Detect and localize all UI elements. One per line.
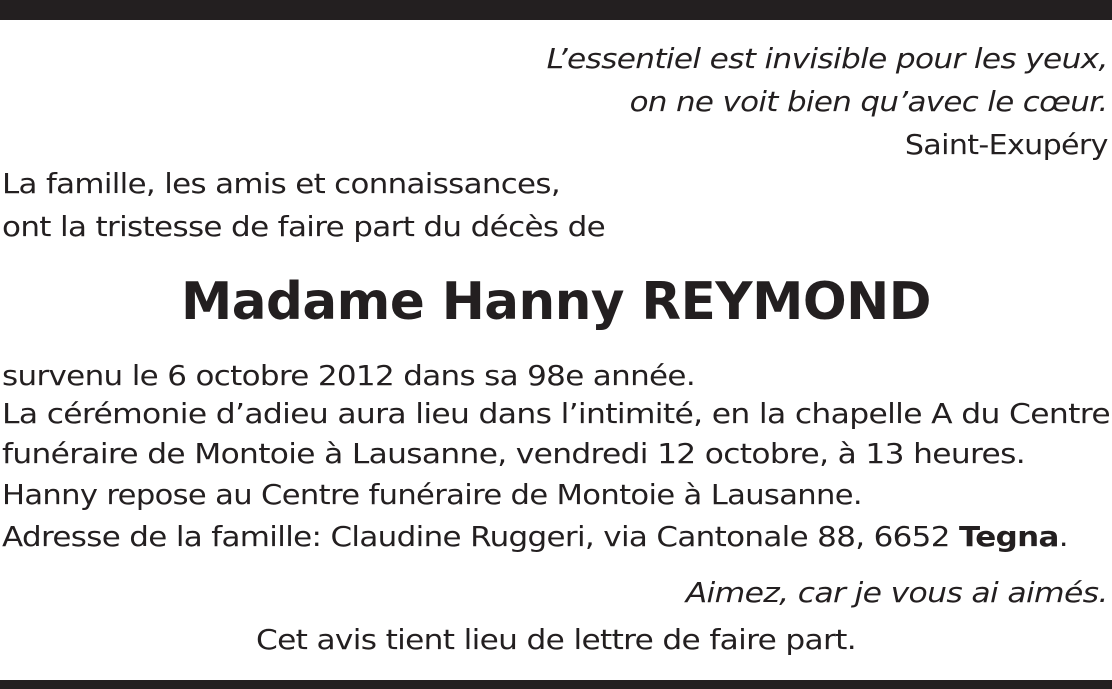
ceremony-line-2: funéraire de Montoie à Lausanne, vendredi 12 octobre, à 13 heures. <box>2 437 1025 470</box>
bottom-border-rule <box>0 680 1112 689</box>
epigraph-line-2: on ne voit bien qu’avec le cœur. <box>630 85 1108 118</box>
intro-line-2: ont la tristesse de faire part du décès de <box>2 210 606 243</box>
intro-line-1: La famille, les amis et connaissances, <box>2 167 560 200</box>
family-address-city: Tegna <box>958 520 1059 553</box>
ceremony-line-1: La cérémonie d’adieu aura lieu dans l’intimité, en la chapelle A du Centre <box>2 397 1110 430</box>
repose-line: Hanny repose au Centre funéraire de Montoie à Lausanne. <box>2 478 863 511</box>
epigraph-author: Saint-Exupéry <box>904 128 1108 161</box>
notice-line: Cet avis tient lieu de lettre de faire part. <box>255 623 857 656</box>
top-border-rule <box>0 0 1112 20</box>
family-address-line <box>2 519 1068 555</box>
family-address-end: . <box>1058 520 1068 553</box>
deceased-name: Madame Hanny REYMOND <box>180 272 931 332</box>
closing-quote: Aimez, car je vous ai aimés. <box>685 576 1108 609</box>
epigraph-line-1: L’essentiel est invisible pour les yeux, <box>546 42 1108 75</box>
death-date-line: survenu le 6 octobre 2012 dans sa 98e année. <box>2 359 696 392</box>
family-address-text: Adresse de la famille: Claudine Ruggeri, via Cantonale 88, 6652 <box>2 520 959 553</box>
